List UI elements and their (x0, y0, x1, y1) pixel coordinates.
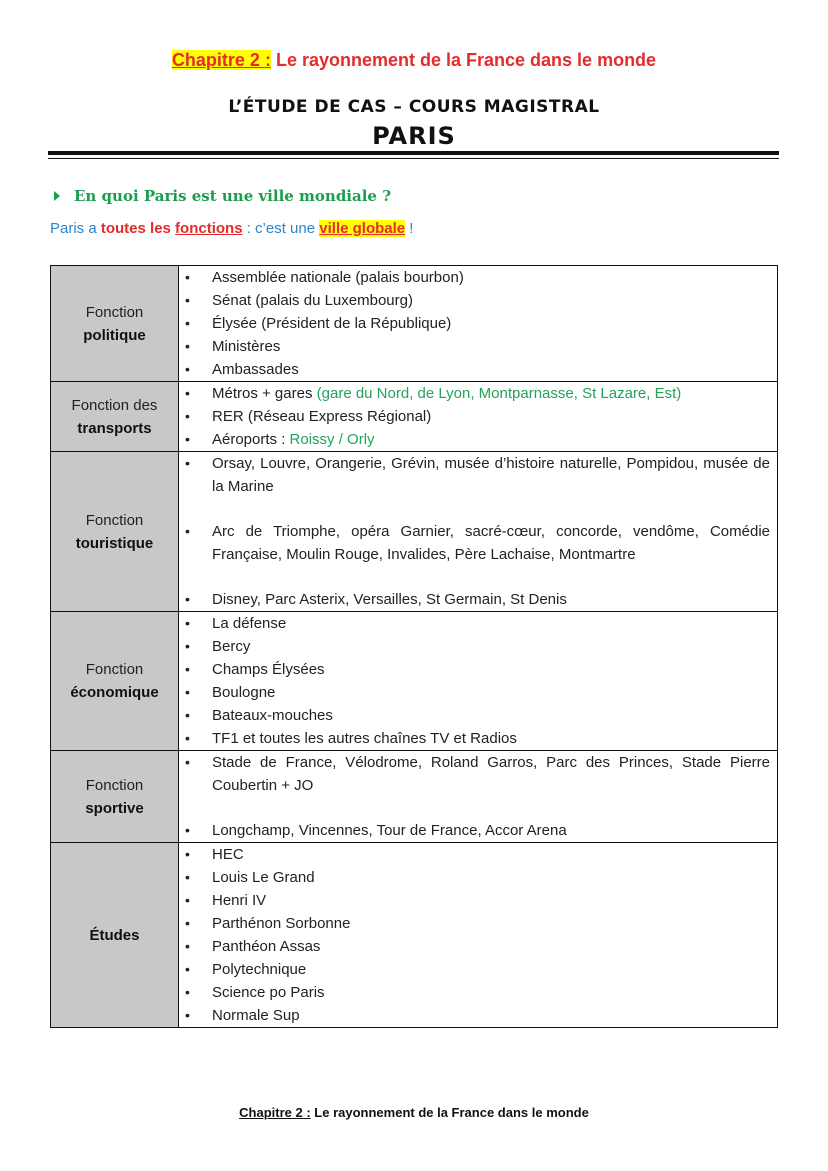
table-row (51, 612, 778, 751)
list-item (179, 588, 770, 611)
list-item (179, 612, 770, 635)
list-item-text: Henri IV (212, 892, 267, 909)
list-item-detail: (gare du Nord, de Lyon, Montparnasse, St Lazare, Est) (316, 385, 682, 402)
function-label (51, 843, 179, 1028)
function-label (51, 452, 179, 612)
document-subtitle: L’ÉTUDE DE CAS – COURS MAGISTRAL (228, 97, 600, 117)
list-item (179, 958, 770, 981)
heading-rule-thick (48, 151, 779, 155)
list-item-text: Longchamp, Vincennes, Tour de France, Accor Arena (212, 822, 567, 839)
list-item (179, 405, 770, 428)
function-label-prefix: Fonction (85, 776, 144, 794)
function-label-prefix: Fonction des (71, 396, 158, 414)
list-item (179, 681, 770, 704)
function-label (51, 382, 179, 452)
intro-suffix: ! (405, 220, 414, 237)
list-item (179, 358, 770, 381)
list-item (179, 889, 770, 912)
function-label-name: politique (83, 326, 146, 344)
list-item (179, 266, 770, 289)
intro-prefix: Paris a (50, 220, 101, 237)
intro-line (50, 220, 413, 237)
list-item (179, 658, 770, 681)
list-item (179, 866, 770, 889)
function-items (179, 751, 778, 843)
table-row (51, 266, 778, 382)
footer-chapter-title: Le rayonnement de la France dans le monde (310, 1105, 589, 1120)
list-item-text: Stade de France, Vélodrome, Roland Garros, Parc des Princes, Stade Pierre Coubertin + JO (212, 754, 770, 794)
function-label-name: Études (89, 926, 140, 944)
table-row (51, 452, 778, 612)
list-item (179, 751, 770, 797)
table-row (51, 751, 778, 843)
list-item (179, 382, 770, 405)
function-label (51, 751, 179, 843)
intro-highlight: ville globale (319, 220, 406, 237)
function-items (179, 843, 778, 1028)
intro-bold: toutes les (100, 220, 176, 237)
list-item-text: Arc de Triomphe, opéra Garnier, sacré-cœur, concorde, vendôme, Comédie Française, Moulin Rouge, Invalides, Père Lachaise, Montmartre (212, 523, 770, 563)
list-item-text: Louis Le Grand (212, 869, 315, 886)
function-items (179, 382, 778, 452)
list-item (179, 912, 770, 935)
list-item-text: Panthéon Assas (212, 938, 321, 955)
list-item-detail: Roissy / Orly (289, 431, 375, 448)
function-label-name: sportive (85, 799, 144, 817)
function-items (179, 452, 778, 612)
list-item (179, 981, 770, 1004)
list-item-text: Science po Paris (212, 984, 325, 1001)
triangle-bullet-icon (54, 191, 60, 201)
table-row (51, 382, 778, 452)
city-title: PARIS (372, 122, 456, 150)
list-item (179, 704, 770, 727)
list-item-text: Orsay, Louvre, Orangerie, Grévin, musée d’histoire naturelle, Pompidou, musée de la Marine (212, 455, 770, 495)
chapter-title-text: Le rayonnement de la France dans le monde (270, 50, 657, 70)
page-footer (0, 1105, 828, 1120)
chapter-title (0, 50, 828, 71)
function-items (179, 266, 778, 382)
list-item (179, 727, 770, 750)
list-item-text: Ambassades (212, 361, 299, 378)
function-items (179, 612, 778, 751)
list-item-text: Bercy (212, 638, 251, 655)
list-item-text: Boulogne (212, 684, 276, 701)
chapter-label: Chapitre 2 : (171, 50, 271, 70)
list-item (179, 819, 770, 842)
list-item-text: Aéroports : (212, 431, 290, 448)
list-item (179, 1004, 770, 1027)
intro-middle: : c’est une (242, 220, 320, 237)
list-item-text: Polytechnique (212, 961, 307, 978)
list-item (179, 428, 770, 451)
list-item-text: La défense (212, 615, 287, 632)
function-label-prefix: Fonction (85, 511, 144, 529)
list-item-text: HEC (212, 846, 244, 863)
footer-chapter-label: Chapitre 2 : (239, 1105, 311, 1120)
list-item (179, 335, 770, 358)
list-item-text: Ministères (212, 338, 281, 355)
list-item (179, 843, 770, 866)
list-item (179, 935, 770, 958)
list-item-text: Assemblée nationale (palais bourbon) (212, 269, 464, 286)
heading-rule-thin (48, 158, 779, 159)
section-question (50, 187, 391, 205)
list-item (179, 289, 770, 312)
list-item-text: Sénat (palais du Luxembourg) (212, 292, 413, 309)
function-label-name: touristique (75, 534, 154, 552)
list-item (179, 635, 770, 658)
list-item (179, 452, 770, 498)
function-label-name: économique (70, 684, 159, 701)
function-label-name: transports (77, 419, 152, 437)
functions-table (50, 265, 778, 1028)
function-label-prefix: Fonction (85, 661, 144, 678)
list-item-text: Métros + gares (212, 385, 317, 402)
list-item-text: Parthénon Sorbonne (212, 915, 351, 932)
list-item-text: Bateaux-mouches (212, 707, 333, 724)
list-item-text: Champs Élysées (212, 661, 325, 678)
function-label-prefix: Fonction (85, 303, 144, 321)
list-item-text: Élysée (Président de la République) (212, 315, 452, 332)
list-item-text: Normale Sup (212, 1007, 300, 1024)
list-item-text: Disney, Parc Asterix, Versailles, St Germain, St Denis (212, 591, 567, 608)
list-item-text: RER (Réseau Express Régional) (212, 408, 432, 425)
function-label (51, 266, 179, 382)
intro-fonctions: fonctions (175, 220, 243, 237)
table-row (51, 843, 778, 1028)
list-item-text: TF1 et toutes les autres chaînes TV et Radios (212, 730, 517, 747)
question-text: En quoi Paris est une ville mondiale ? (74, 187, 391, 205)
function-label (51, 612, 179, 751)
list-item (179, 520, 770, 566)
list-item (179, 312, 770, 335)
